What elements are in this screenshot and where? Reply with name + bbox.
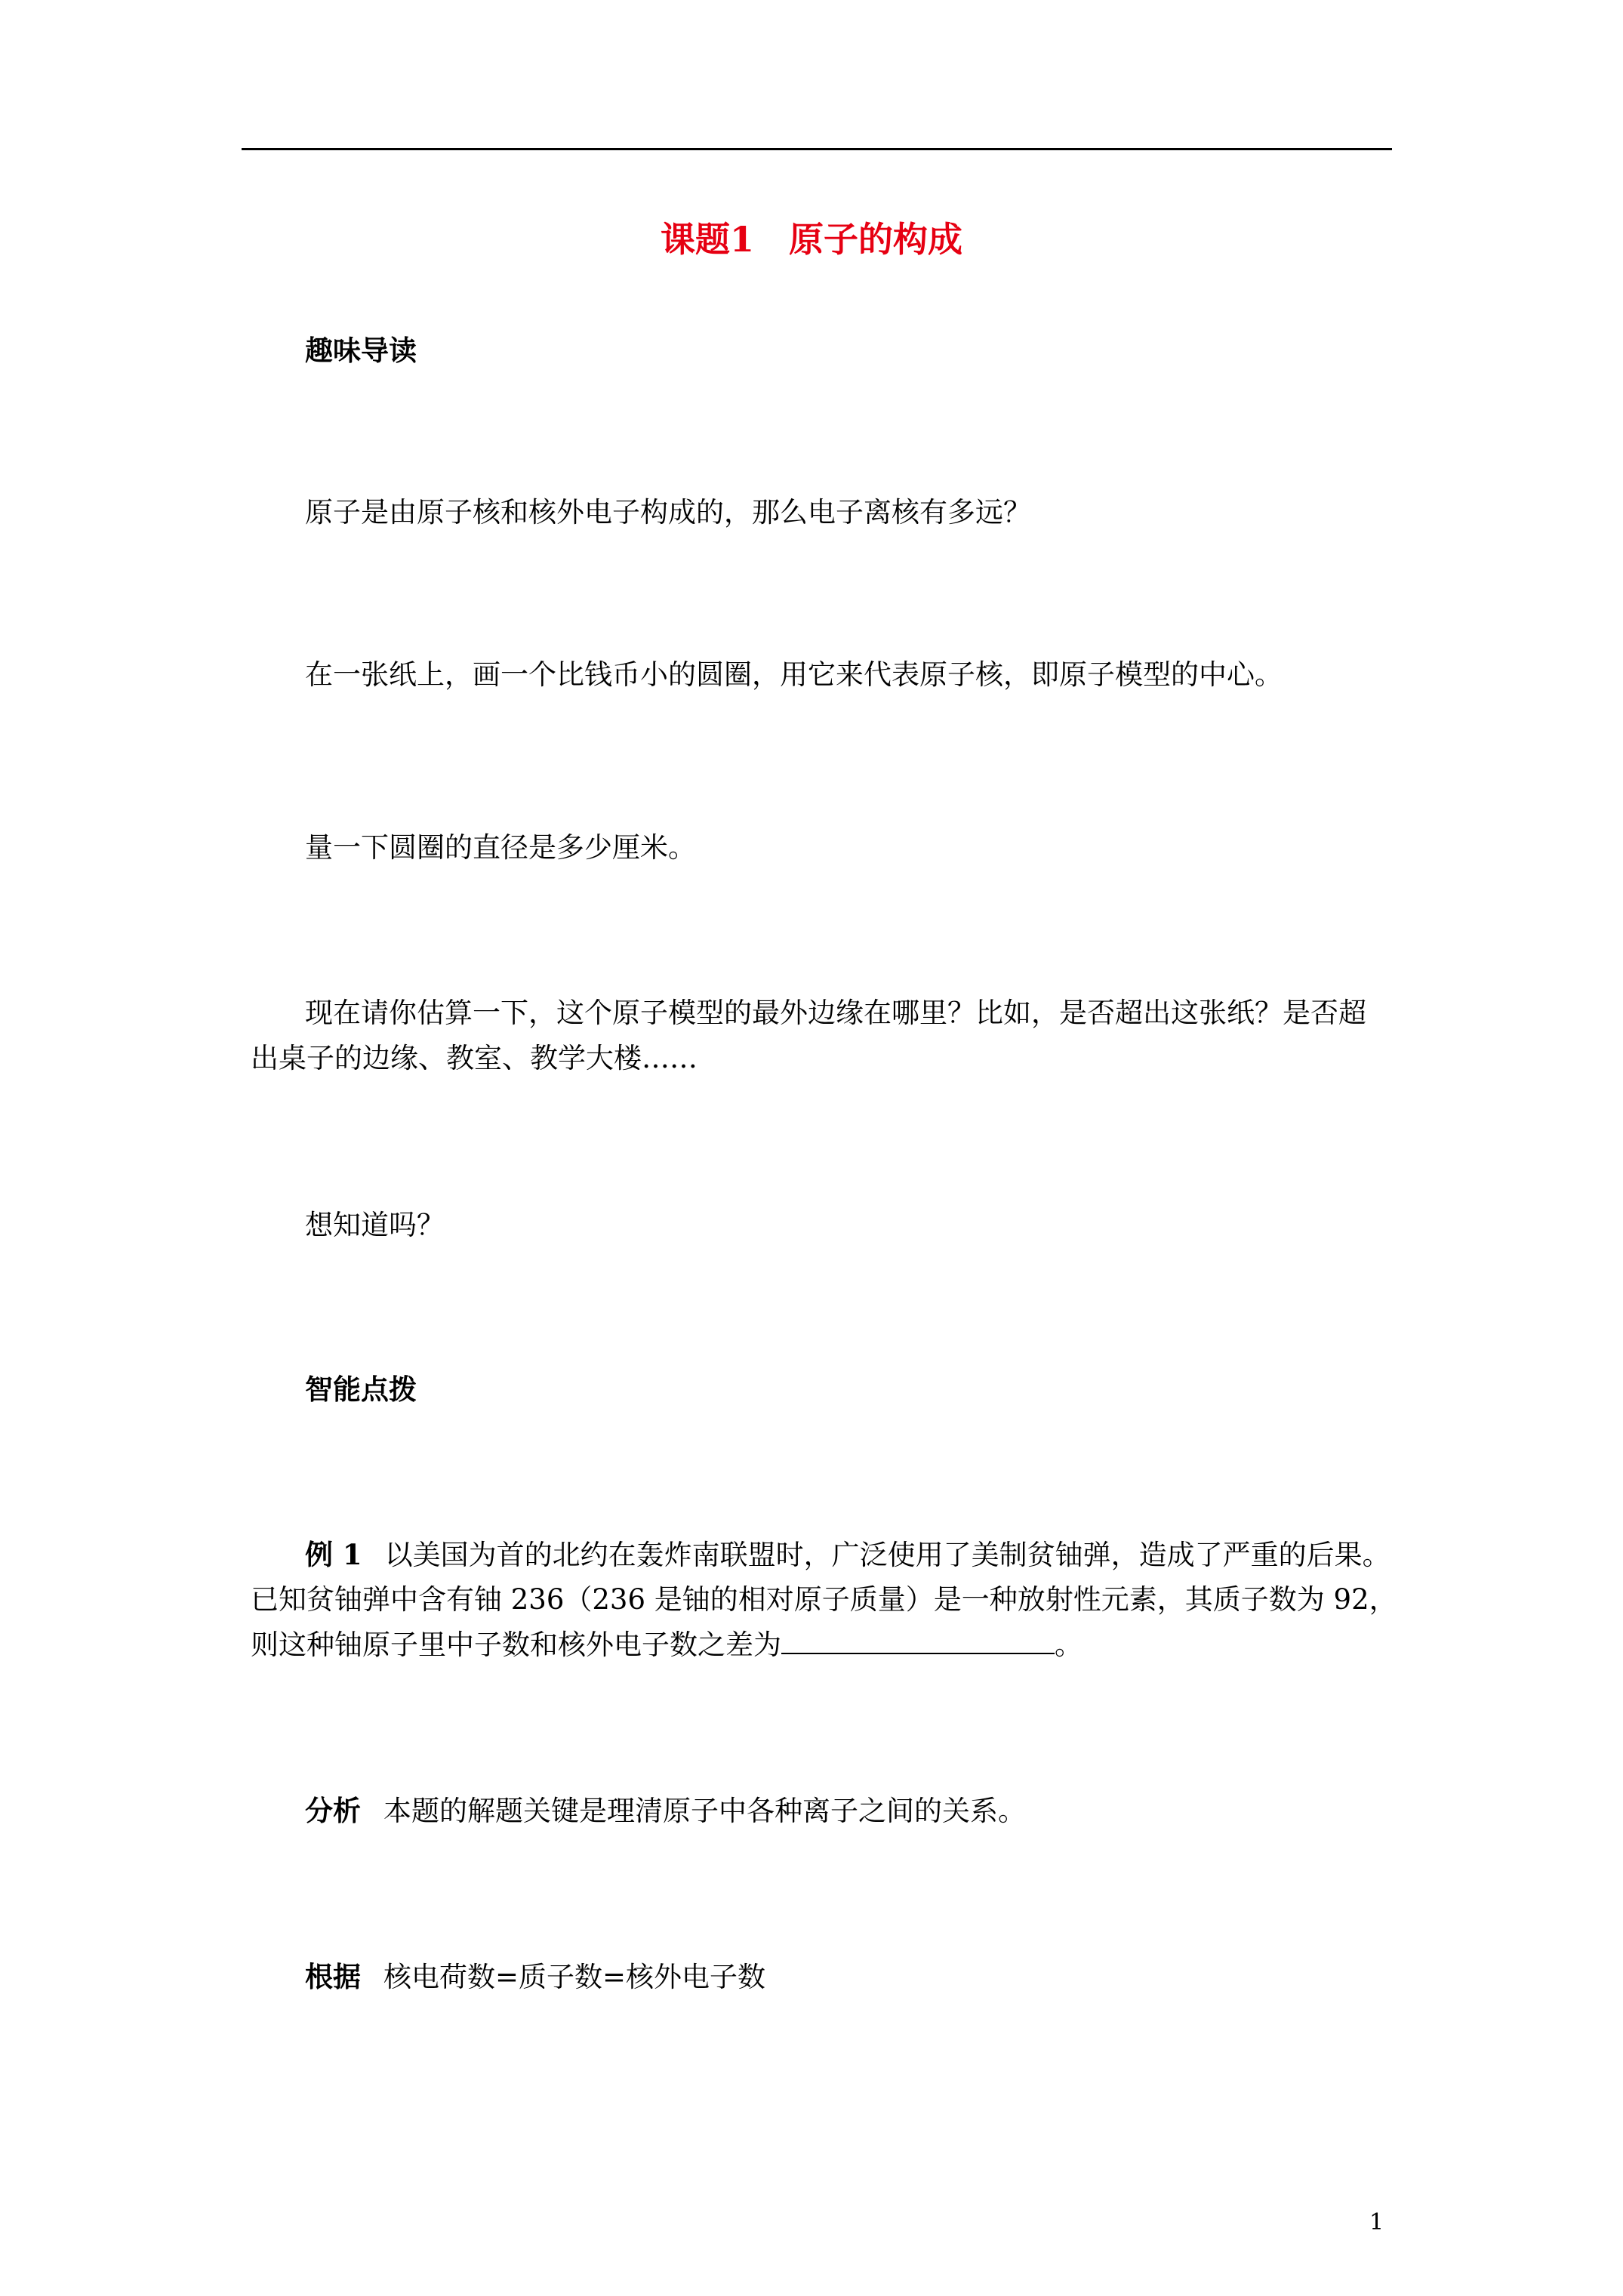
page-number: 1 [1369, 2209, 1384, 2236]
example-line-2: 已知贫铀弹中含有铀 236（236 是铀的相对原子质量）是一种放射性元素，其质子数为 92， [251, 1583, 1397, 1616]
answer-blank[interactable] [781, 1626, 1055, 1654]
paragraph-3: 量一下圆圈的直径是多少厘米。 [305, 831, 696, 864]
example-text-1: 以美国为首的北约在轰炸南联盟时，广泛使用了美制贫铀弹，造成了严重的后果。 [384, 1539, 1390, 1571]
paragraph-5: 想知道吗？ [305, 1209, 445, 1241]
example-text-3: 则这种铀原子里中子数和核外电子数之差为 [251, 1629, 781, 1661]
analysis-text: 本题的解题关键是理清原子中各种离子之间的关系。 [383, 1795, 1026, 1827]
analysis-line [305, 1789, 1026, 1832]
paragraph-2: 在一张纸上，画一个比钱币小的圆圈，用它来代表原子核，即原子模型的中心。 [305, 658, 1283, 691]
basis-label: 根据 [305, 1960, 361, 1993]
section-heading-tips: 智能点拨 [305, 1373, 417, 1406]
basis-text: 核电荷数=质子数=核外电子数 [383, 1961, 766, 1993]
example-label: 例 1 [305, 1538, 362, 1571]
header-rule [242, 148, 1392, 150]
analysis-label: 分析 [305, 1794, 361, 1827]
paragraph-1: 原子是由原子核和核外电子构成的，那么电子离核有多远？ [305, 496, 1031, 529]
example-line-3 [251, 1624, 1083, 1666]
example-line-1 [305, 1533, 1390, 1576]
section-heading-intro: 趣味导读 [305, 334, 417, 367]
page-title: 课题1 原子的构成 [660, 219, 962, 260]
example-line-3-end: 。 [1055, 1629, 1083, 1661]
paragraph-4-line-2: 出桌子的边缘、教室、教学大楼…… [251, 1042, 698, 1074]
paragraph-4-line-1: 现在请你估算一下，这个原子模型的最外边缘在哪里？比如，是否超出这张纸？是否超 [305, 997, 1366, 1029]
basis-line [305, 1955, 765, 1999]
